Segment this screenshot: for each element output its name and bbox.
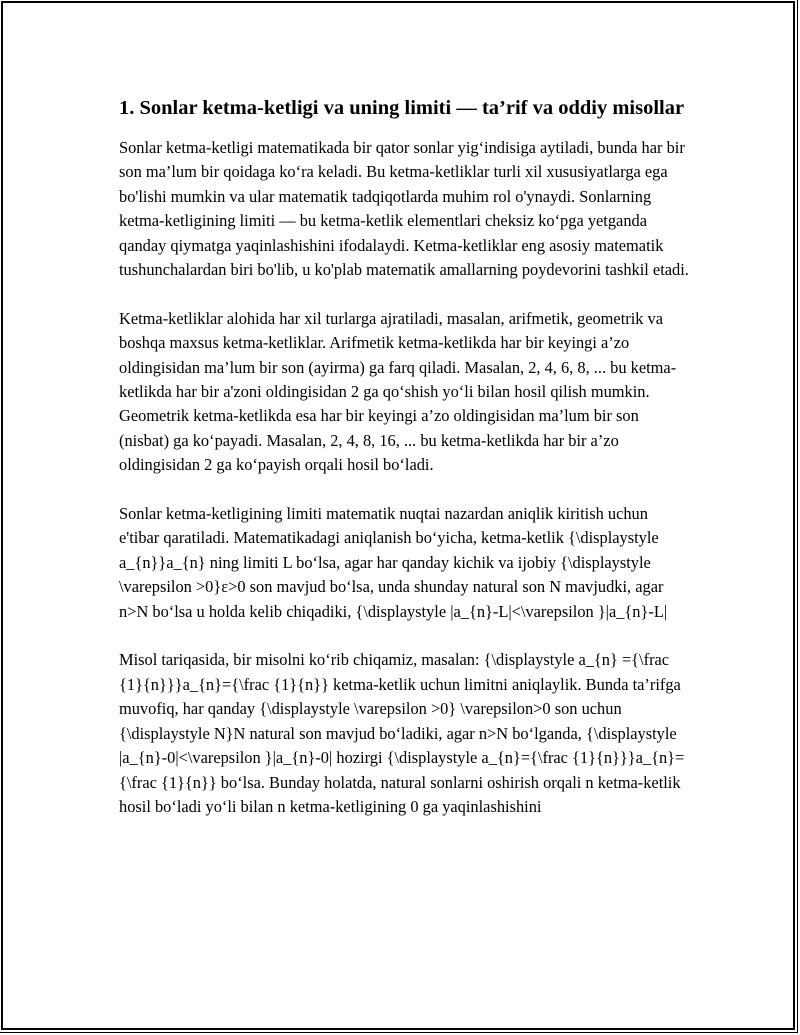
paragraph-definition: Sonlar ketma-ketligi matematikada bir qator sonlar yig‘indisiga aytiladi, bunda har bir son ma’lum bir qoidaga ko‘ra keladi. Bu ketma-ketliklar turli xil xususiyatlarga ega bo'lishi mumkin va ular matematik tadqiqotlarda muhim rol o'ynaydi. Sonlarning ketma-ketligining limiti — bu ketma-ketlik elementlari cheksiz ko‘pga yetganda qanday qiymatga yaqinlashishini ifodalaydi. Ketma-ketliklar eng asosiy matematik tushunchalardan biri bo'lib, u ko'plab matematik amallarning poydevorini tashkil etadi. [119,138,689,280]
document-body [119,94,689,844]
paragraph-sequence-types: Ketma-ketliklar alohida har xil turlarga ajratiladi, masalan, arifmetik, geometrik va boshqa maxsus ketma-ketliklar. Arifmetik ketma-ketlikda har bir keyingi a’zo oldingisidan ma’lum bir son (ayirma) ga farq qiladi. Masalan, 2, 4, 6, 8, ... bu ketma-ketlikda har bir a'zoni oldingisidan 2 ga qo‘shish yo‘li bilan hosil qilish mumkin. Geometrik ketma-ketlikda esa har bir keyingi a’zo oldingisidan ma’lum bir son (nisbat) ga ko‘payadi. Masalan, 2, 4, 8, 16, ... bu ketma-ketlikda har bir a’zo oldingisidan 2 ga ko‘payish orqali hosil bo‘ladi. [119,308,677,475]
paragraph-limit-definition: Sonlar ketma-ketligining limiti matematik nuqtai nazardan aniqlik kiritish uchun e'tibar qaratiladi. Matematikadagi aniqlanish bo‘yicha, ketma-ketlik {\displaystyle a_{n}}a_{n} ning limiti L bo‘lsa, agar har qanday kichik va ijobiy {\displaystyle \varepsilon >0}ε>0 son mavjud bo‘lsa, unda shunday natural son N mavjudki, agar n>N bo‘lsa u holda kelib chiqadiki, {\displaystyle |a_{n}-L|<\varepsilon }|a_{n}-L| [119,504,668,621]
section-heading: 1. Sonlar ketma-ketligi va uning limiti — ta’rif va oddiy misollar [119,97,685,119]
paragraph-example: Misol tariqasida, bir misolni ko‘rib chiqamiz, masalan: {\displaystyle a_{n} ={\frac {1}{n}}}a_{n}={\frac {1}{n}} ketma-ketlik uchun limitni aniqlaylik. Bunda ta’rifga muvofiq, har qanday {\displaystyle \varepsilon >0} \varepsilon>0 son uchun {\displaystyle N}N natural son mavjud bo‘ladiki, agar n>N bo‘lganda, {\displaystyle |a_{n}-0|<\varepsilon }|a_{n}-0| hozirgi {\displaystyle a_{n}={\frac {1}{n}}}a_{n}={\frac {1}{n}} bo‘lsa. Bunday holatda, natural sonlarni oshirish orqali n ketma-ketlik hosil bo‘ladi yo‘li bilan n ketma-ketligining 0 ga yaqinlashishini [119,650,685,816]
